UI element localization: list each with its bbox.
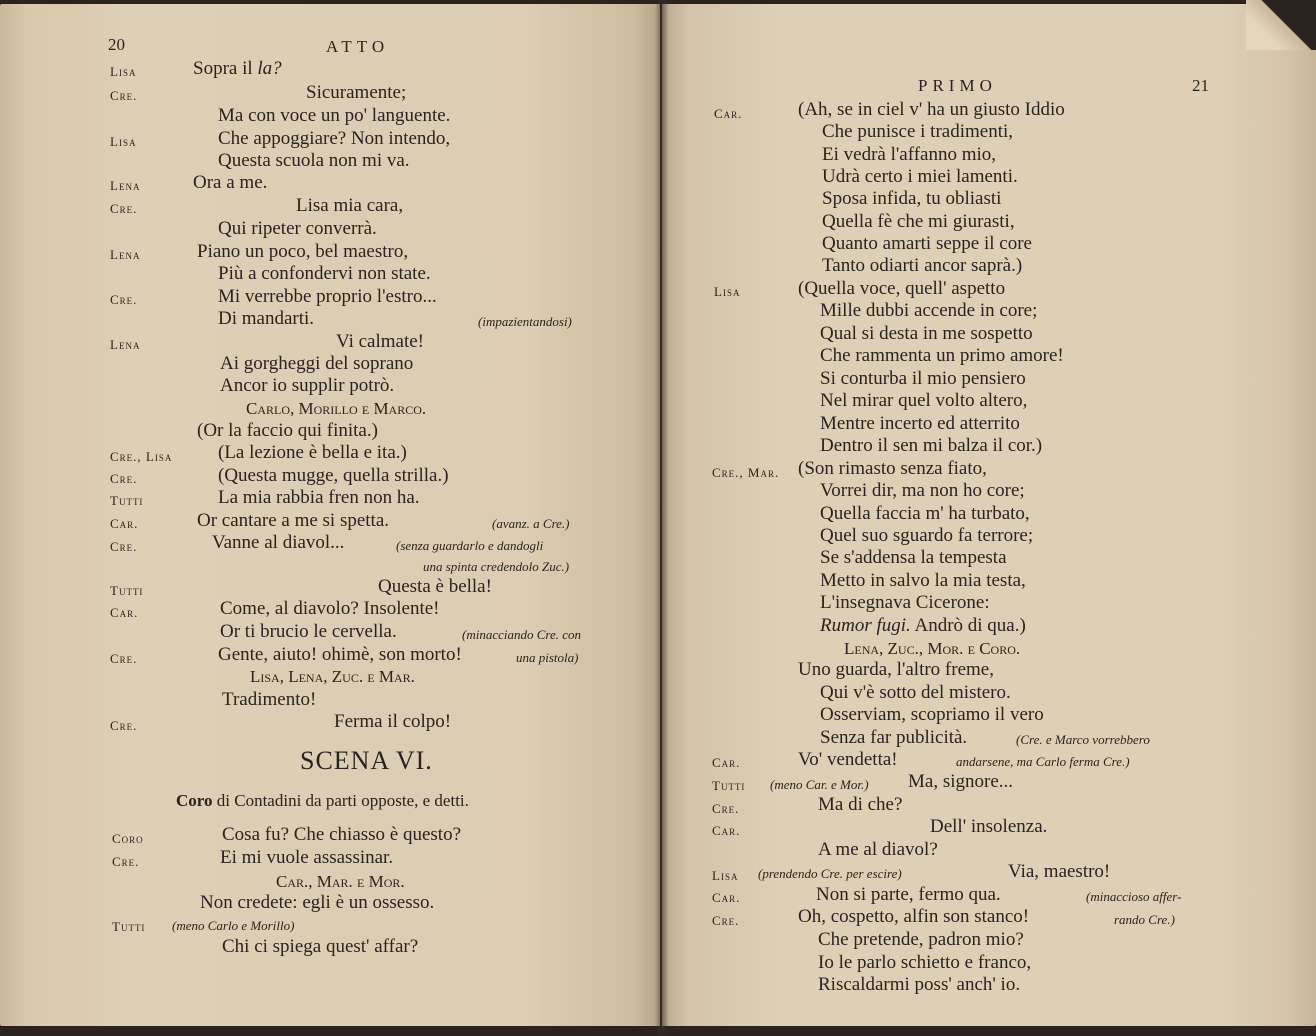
verse-line: Uno guarda, l'altro freme, xyxy=(798,659,994,680)
verse-line: Quella faccia m' ha turbato, xyxy=(820,503,1030,524)
speaker: Car. xyxy=(110,605,139,620)
speaker: Lena xyxy=(110,178,141,193)
stage-direction: (senza guardarlo e dandogli xyxy=(396,538,544,553)
stage-direction: andarsene, ma Carlo ferma Cre.) xyxy=(956,754,1130,769)
verse-line: Tradimento! xyxy=(222,689,317,710)
verse-line: Ai gorgheggi del soprano xyxy=(220,353,414,374)
verse-line: Non credete: egli è un ossesso. xyxy=(200,892,435,913)
speaker: Cre. xyxy=(110,201,138,216)
verse-line: Senza far publicità. xyxy=(820,727,968,748)
speaker: Lisa xyxy=(110,134,137,149)
speaker: Cre. xyxy=(110,471,138,486)
verse-line: (Ah, se in ciel v' ha un giusto Iddio xyxy=(798,99,1065,120)
stage-direction: (avanz. a Cre.) xyxy=(492,516,570,531)
verse-line: Si conturba il mio pensiero xyxy=(820,368,1026,389)
speaker: Car. xyxy=(714,106,743,121)
verse-line: Rumor fugi. Andrò di qua.) xyxy=(820,615,1026,636)
verse-line: Ferma il colpo! xyxy=(334,711,452,732)
character-group: Lena, Zuc., Mor. e Coro. xyxy=(844,639,1021,658)
verse-line: Se s'addensa la tempesta xyxy=(820,547,1007,568)
speaker: Cre., Mar. xyxy=(712,465,780,480)
verse-line: (Or la faccio qui finita.) xyxy=(197,420,378,441)
character-group: Carlo, Morillo e Marco. xyxy=(246,399,427,418)
page-number-right: 21 xyxy=(1192,76,1209,95)
speaker: Cre. xyxy=(712,913,740,928)
speaker: Lena xyxy=(110,337,141,352)
verse-line: Udrà certo i miei lamenti. xyxy=(822,166,1018,187)
stage-direction: (meno Car. e Mor.) xyxy=(770,777,869,792)
speaker: Cre., Lisa xyxy=(110,449,173,464)
verse-line: Ei vedrà l'affanno mio, xyxy=(822,144,997,165)
verse-line: (Son rimasto senza fiato, xyxy=(798,458,987,479)
verse-line: Ora a me. xyxy=(193,172,268,193)
speaker: Cre. xyxy=(110,651,138,666)
verse-line: Riscaldarmi poss' anch' io. xyxy=(818,974,1021,995)
speaker: Car. xyxy=(712,823,741,838)
stage-direction: (meno Carlo e Morillo) xyxy=(172,918,295,933)
verse-line: Tanto odiarti ancor saprà.) xyxy=(822,255,1023,276)
verse-line: Ma di che? xyxy=(818,794,903,815)
verse-line: Dentro il sen mi balza il cor.) xyxy=(820,435,1043,456)
verse-line: Oh, cospetto, alfin son stanco! xyxy=(798,906,1030,927)
page-number-left: 20 xyxy=(108,35,125,54)
verse-line: Che punisce i tradimenti, xyxy=(822,121,1014,142)
scene-description: Coro di Contadini da parti opposte, e detti. xyxy=(176,791,469,810)
speaker: Cre. xyxy=(110,292,138,307)
speaker: Cre. xyxy=(110,88,138,103)
scene-title: SCENA VI. xyxy=(300,746,433,775)
verse-line: Sopra il la? xyxy=(193,58,282,79)
character-group: Car., Mar. e Mor. xyxy=(276,872,405,891)
book-gutter xyxy=(655,0,669,1036)
verse-line: Quanto amarti seppe il core xyxy=(822,233,1032,254)
verse-line: Quella fè che mi giurasti, xyxy=(822,211,1015,232)
verse-line: Chi ci spiega quest' affar? xyxy=(222,936,419,957)
speaker: Car. xyxy=(712,890,741,905)
verse-line: Mentre incerto ed atterrito xyxy=(820,413,1020,434)
verse-line: A me al diavol? xyxy=(818,839,938,860)
verse-line: Ancor io supplir potrò. xyxy=(220,375,395,396)
verse-line: Sicuramente; xyxy=(306,82,407,103)
speaker: Car. xyxy=(110,516,139,531)
stage-direction: una pistola) xyxy=(516,650,579,665)
speaker: Cre. xyxy=(110,718,138,733)
character-group: Lisa, Lena, Zuc. e Mar. xyxy=(250,667,415,686)
verse-line: Or ti brucio le cervella. xyxy=(220,621,397,642)
verse-line: Metto in salvo la mia testa, xyxy=(820,570,1026,591)
verse-line: Qui v'è sotto del mistero. xyxy=(820,682,1011,703)
running-head-left: ATTO xyxy=(326,37,390,56)
running-head-right: PRIMO xyxy=(918,76,997,95)
verse-line: Non si parte, fermo qua. xyxy=(816,884,1001,905)
stage-direction: (minaccioso affer- xyxy=(1086,889,1182,904)
verse-line: Ei mi vuole assassinar. xyxy=(220,847,394,868)
verse-line: (Questa mugge, quella strilla.) xyxy=(218,465,449,486)
speaker: Tutti xyxy=(110,583,144,598)
speaker: Lisa xyxy=(712,868,739,883)
verse-line: Che appoggiare? Non intendo, xyxy=(218,128,451,149)
verse-line: Che rammenta un primo amore! xyxy=(820,345,1064,366)
speaker: Cre. xyxy=(110,539,138,554)
speaker: Cre. xyxy=(112,854,140,869)
stage-direction: (prendendo Cre. per escire) xyxy=(758,866,902,881)
verse-line: Dell' insolenza. xyxy=(930,816,1048,837)
verse-line: Lisa mia cara, xyxy=(296,195,404,216)
verse-line: Questa è bella! xyxy=(378,576,492,597)
stage-direction: (impazientandosi) xyxy=(478,314,572,329)
verse-line: Piano un poco, bel maestro, xyxy=(197,241,409,262)
verse-line: Qual si desta in me sospetto xyxy=(820,323,1033,344)
speaker: Lisa xyxy=(714,284,741,299)
verse-line: L'insegnava Cicerone: xyxy=(820,592,990,613)
speaker: Lena xyxy=(110,247,141,262)
speaker: Tutti xyxy=(712,778,746,793)
verse-line: Vorrei dir, ma non ho core; xyxy=(820,480,1025,501)
stage-direction: rando Cre.) xyxy=(1114,912,1175,927)
speaker: Car. xyxy=(712,755,741,770)
verse-line: Quel suo sguardo fa terrore; xyxy=(820,525,1034,546)
speaker: Coro xyxy=(112,831,144,846)
page-corner-fold xyxy=(1246,0,1316,50)
verse-line: Di mandarti. xyxy=(218,308,315,329)
speaker: Tutti xyxy=(112,919,146,934)
verse-line: Or cantare a me si spetta. xyxy=(197,510,390,531)
verse-line: Ma, signore... xyxy=(908,771,1014,792)
verse-line: Sposa infida, tu obliasti xyxy=(822,188,1002,209)
verse-line: Qui ripeter converrà. xyxy=(218,218,377,239)
speaker: Tutti xyxy=(110,493,144,508)
stage-direction: (minacciando Cre. con xyxy=(462,627,582,642)
verse-line: Mille dubbi accende in core; xyxy=(820,300,1038,321)
stage-direction: una spinta credendolo Zuc.) xyxy=(423,559,570,574)
verse-line: Io le parlo schietto e franco, xyxy=(818,952,1032,973)
verse-line: Più a confondervi non state. xyxy=(218,263,431,284)
verse-line: Nel mirar quel volto altero, xyxy=(820,390,1028,411)
verse-line: Questa scuola non mi va. xyxy=(218,150,410,171)
verse-line: (Quella voce, quell' aspetto xyxy=(798,278,1006,299)
verse-line: Vi calmate! xyxy=(336,331,425,352)
speaker: Cre. xyxy=(712,801,740,816)
verse-line: (La lezione è bella e ita.) xyxy=(218,442,407,463)
speaker: Lisa xyxy=(110,64,137,79)
verse-line: Via, maestro! xyxy=(1008,861,1111,882)
verse-line: Cosa fu? Che chiasso è questo? xyxy=(222,824,462,845)
stage-direction: (Cre. e Marco vorrebbero xyxy=(1016,732,1150,747)
verse-line: Mi verrebbe proprio l'estro... xyxy=(218,286,437,307)
verse-line: Che pretende, padron mio? xyxy=(818,929,1024,950)
verse-line: Vanne al diavol... xyxy=(212,532,345,553)
verse-line: Osserviam, scopriamo il vero xyxy=(820,704,1044,725)
verse-line: Vo' vendetta! xyxy=(798,749,898,770)
verse-line: Ma con voce un po' languente. xyxy=(218,105,451,126)
verse-line: Come, al diavolo? Insolente! xyxy=(220,598,440,619)
verse-line: La mia rabbia fren non ha. xyxy=(218,487,420,508)
verse-line: Gente, aiuto! ohimè, son morto! xyxy=(218,644,462,665)
